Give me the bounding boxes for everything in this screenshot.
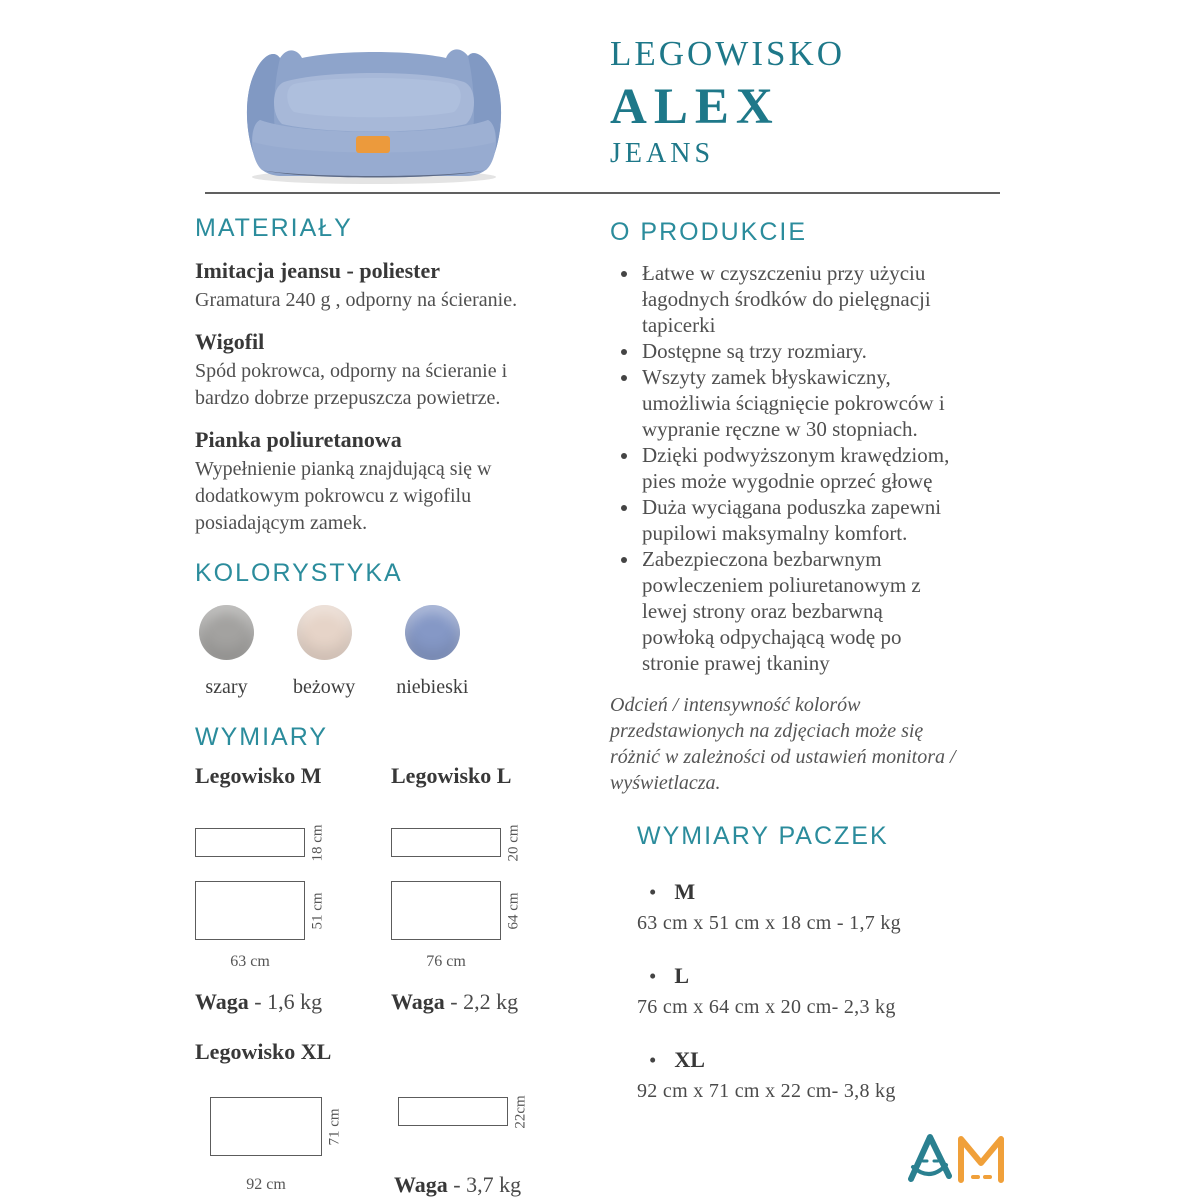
size-name: Legowisko M bbox=[195, 763, 322, 788]
height-dimension: 20 cm bbox=[505, 823, 522, 862]
top-view-rect bbox=[210, 1097, 322, 1156]
swatch-label: szary bbox=[205, 676, 248, 698]
about-bullet: • Dostępne są trzy rozmiary. bbox=[640, 338, 955, 364]
side-view-rect bbox=[195, 828, 305, 857]
dog-bed-image bbox=[228, 22, 520, 190]
title-line-1: LEGOWISKO bbox=[610, 34, 846, 73]
size-diagram-xl bbox=[195, 1094, 585, 1198]
height-dimension: 22cm bbox=[512, 1094, 529, 1129]
swatch-beige bbox=[293, 605, 355, 699]
gray-swatch-circle bbox=[199, 605, 254, 660]
package-size: XL bbox=[674, 1047, 705, 1072]
side-view-rect bbox=[398, 1097, 508, 1126]
depth-dimension: 51 cm bbox=[309, 891, 326, 930]
product-title bbox=[610, 34, 845, 170]
package-dims: 63 cm x 51 cm x 18 cm - 1,7 kg bbox=[637, 912, 901, 934]
about-bullet: • Zabezpieczona bezbarwnym powleczeniem poliuretanowym z lewej strony oraz bezbarwną powłoką odpychającą wodę po stronie prawej tkaniny bbox=[640, 546, 955, 676]
color-swatches bbox=[195, 605, 585, 699]
top-view-rect bbox=[391, 881, 501, 940]
size-diagram-m bbox=[195, 763, 391, 1015]
product-photo bbox=[228, 22, 520, 190]
color-disclaimer: Odcień / intensywność kolorów przedstawionych na zdjęciach może się różnić w zależności od ustawień monitora / wyświetlacza. bbox=[610, 694, 956, 794]
package-item bbox=[637, 963, 1020, 1019]
swatch-blue bbox=[396, 605, 468, 699]
package-dims: 92 cm x 71 cm x 22 cm- 3,8 kg bbox=[637, 1080, 896, 1102]
title-line-2: ALEX bbox=[610, 79, 780, 135]
material-title: Wigofil bbox=[195, 329, 265, 354]
depth-dimension: 64 cm bbox=[505, 891, 522, 930]
title-line-3: JEANS bbox=[610, 138, 715, 169]
beige-swatch-circle bbox=[297, 605, 352, 660]
swatch-label: beżowy bbox=[293, 676, 356, 698]
blue-swatch-circle bbox=[405, 605, 460, 660]
brand-tag bbox=[356, 136, 390, 153]
package-size: L bbox=[674, 963, 690, 988]
about-bullet: • Wszyty zamek błyskawiczny, umożliwia ściągnięcie pokrowców i wypranie ręczne w 30 stopniach. bbox=[640, 364, 955, 442]
weight-line: Waga - 2,2 kg bbox=[391, 989, 519, 1014]
width-dimension: 92 cm bbox=[246, 1176, 286, 1193]
package-item bbox=[637, 879, 1020, 935]
top-view-rect bbox=[195, 881, 305, 940]
package-size: M bbox=[674, 879, 696, 904]
materials-heading: MATERIAŁY bbox=[195, 214, 353, 242]
about-bullet: • Duża wyciągana poduszka zapewni pupilowi maksymalny komfort. bbox=[640, 494, 955, 546]
width-dimension: 76 cm bbox=[426, 953, 466, 970]
size-name-xl: Legowisko XL bbox=[195, 1039, 332, 1064]
about-bullet: • Łatwe w czyszczeniu przy użyciu łagodnych środków do pielęgnacji tapicerki bbox=[640, 260, 955, 338]
size-diagram-l bbox=[391, 763, 581, 1015]
left-column bbox=[195, 214, 585, 1198]
dimensions-heading: WYMIARY bbox=[195, 723, 328, 751]
swatch-label: niebieski bbox=[396, 676, 469, 698]
bullet-dot: • bbox=[649, 964, 657, 988]
bullet-dot: • bbox=[649, 880, 657, 904]
material-item bbox=[195, 327, 585, 412]
material-text: Wypełnienie pianką znajdującą się w dodatkowym pokrowcu z wigofilu posiadającym zamek. bbox=[195, 458, 492, 534]
material-title: Imitacja jeansu - poliester bbox=[195, 258, 441, 283]
package-dimensions bbox=[637, 822, 1020, 1103]
material-text: Spód pokrowca, odporny na ścieranie i bardzo dobrze przepuszcza powietrze. bbox=[195, 360, 508, 409]
material-text: Gramatura 240 g , odporny na ścieranie. bbox=[195, 289, 518, 311]
package-item bbox=[637, 1047, 1020, 1103]
depth-dimension: 71 cm bbox=[326, 1107, 343, 1146]
header-divider bbox=[205, 192, 1000, 194]
swatch-gray bbox=[199, 605, 254, 699]
side-view-rect bbox=[391, 828, 501, 857]
packages-heading: WYMIARY PACZEK bbox=[637, 822, 889, 850]
about-bullet-list bbox=[610, 260, 955, 676]
about-bullet: • Dzięki podwyższonym krawędziom, pies może wygodnie oprzeć głowę bbox=[640, 442, 955, 494]
colors-heading: KOLORYSTYKA bbox=[195, 559, 403, 587]
right-column bbox=[610, 218, 1020, 1103]
weight-line: Waga - 3,7 kg bbox=[394, 1172, 522, 1197]
am-logo-icon bbox=[903, 1128, 1013, 1188]
size-diagrams-m-l bbox=[195, 763, 585, 1015]
width-dimension: 63 cm bbox=[230, 953, 270, 970]
height-dimension: 18 cm bbox=[309, 823, 326, 862]
brand-logo bbox=[903, 1128, 1013, 1188]
about-heading: O PRODUKCIE bbox=[610, 218, 808, 246]
material-item bbox=[195, 256, 585, 314]
material-title: Pianka poliuretanowa bbox=[195, 427, 402, 452]
size-name: Legowisko L bbox=[391, 763, 512, 788]
material-item bbox=[195, 425, 585, 537]
weight-line: Waga - 1,6 kg bbox=[195, 989, 323, 1014]
package-dims: 76 cm x 64 cm x 20 cm- 2,3 kg bbox=[637, 996, 896, 1018]
bullet-dot: • bbox=[649, 1048, 657, 1072]
